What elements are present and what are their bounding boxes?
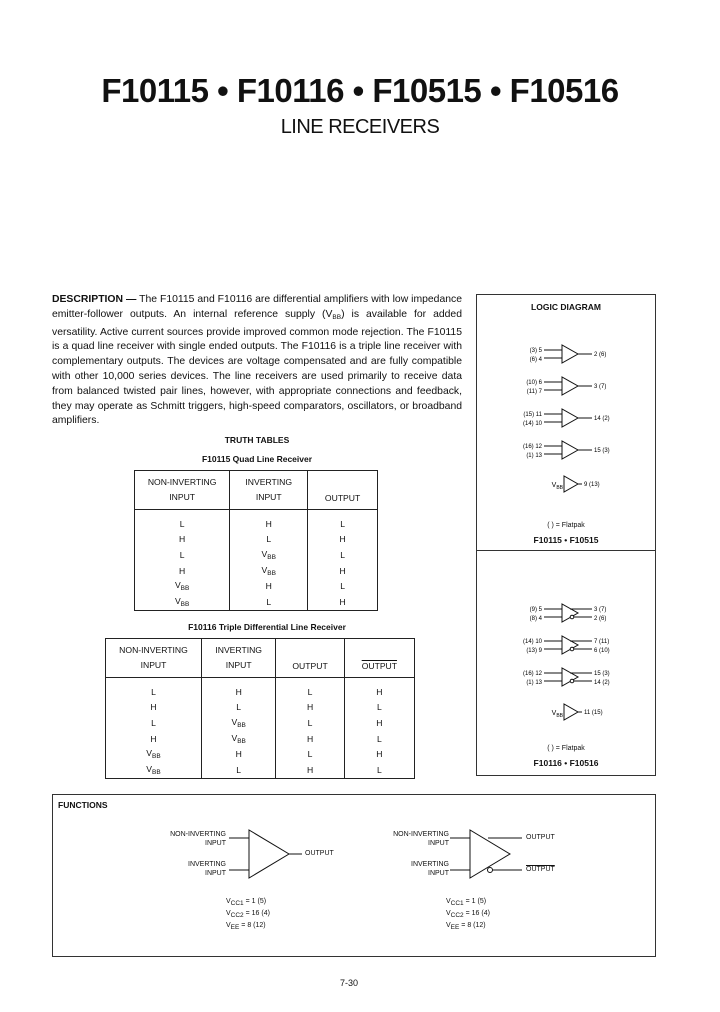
tt1-cell: L	[308, 547, 378, 563]
tt2-cell: H	[106, 731, 202, 747]
description-paragraph	[52, 293, 462, 429]
diff-receiver-triangle	[562, 636, 578, 654]
tt2-header-noninv: NON-INVERTING INPUT	[106, 639, 202, 678]
tt1-body	[135, 510, 378, 611]
supply-pin-line: VEE = 8 (12)	[226, 922, 266, 931]
supply-pin-line: VEE = 8 (12)	[446, 922, 486, 931]
tt1-cell: $V_{BB}$	[135, 578, 230, 594]
receiver-triangle	[562, 377, 578, 395]
tt1-header-noninv: NON-INVERTING INPUT	[135, 471, 230, 510]
receiver-out-pin: 2 (6)	[594, 352, 607, 358]
receiver-in-b-pin: (6) 4	[529, 357, 542, 363]
receiver-in-a-pin: (10) 6	[526, 380, 542, 386]
logic-upper-group	[523, 345, 610, 492]
truth-tables-heading: TRUTH TABLES	[224, 435, 290, 445]
truth-table-2	[105, 638, 415, 779]
tt1-cell: L	[308, 510, 378, 532]
lower-parts: F10116 • F10516	[533, 758, 599, 768]
receiver-in-a-pin: (15) 11	[523, 412, 542, 418]
right-amp-invert-bubble	[488, 868, 493, 873]
page-subtitle: LINE RECEIVERS	[280, 116, 440, 138]
right-output-label: OUTPUT	[526, 834, 555, 841]
diff-receiver-out-b-pin: 6 (10)	[594, 648, 610, 654]
tt1-cell: H	[308, 563, 378, 579]
tt2-row	[106, 762, 415, 778]
right-inv-label: INVERTING INPUT	[411, 861, 449, 877]
truth-table-1	[134, 470, 378, 611]
tt2-cell: $V_{BB}$	[201, 731, 275, 747]
tt2-header-output-bar: OUTPUT	[344, 639, 414, 678]
receiver-triangle	[562, 409, 578, 427]
supply-pin-line: VCC1 = 1 (5)	[226, 898, 267, 907]
tt2-cell: L	[106, 678, 202, 700]
tt1-cell: H	[230, 578, 308, 594]
tt2-row	[106, 678, 415, 700]
diff-receiver-out-a-pin: 7 (11)	[594, 639, 610, 645]
vbb-pin-label: 9 (13)	[584, 482, 600, 488]
tt2-row	[106, 746, 415, 762]
tt2-cell: L	[344, 762, 414, 778]
tt1-cell: $V_{BB}$	[230, 547, 308, 563]
receiver-triangle	[562, 441, 578, 459]
supply-pin-line: VCC1 = 1 (5)	[446, 898, 487, 907]
tt1-cell: H	[308, 532, 378, 548]
diff-receiver-bubble	[570, 647, 574, 651]
logic-lower-group	[523, 604, 610, 720]
description-text-2: ) is available for added versatility. Active current sources provide improved common mode rejection. The F10115 is a quad line receiver with single ended outputs. The F10116 is a triple line receiver with complementary outputs. The devices are voltage compensated and are fully compatible with other 10,000 series devices. The line receivers are used primarily to receive data from balanced twisted pair lines, however, with appropriate connections and feedback, they may operate as Schmitt triggers, high-speed comparators, oscillators, or broadband amplifiers.	[52, 308, 462, 427]
truth-table-1-title: F10115 Quad Line Receiver	[201, 454, 313, 464]
tt2-cell: H	[201, 746, 275, 762]
tt2-cell: L	[276, 715, 344, 731]
right-output-bar-label: OUTPUT	[526, 866, 555, 873]
diff-receiver-in-b-pin: (8) 4	[529, 616, 542, 622]
tt2-header-output: OUTPUT	[276, 639, 344, 678]
upper-flatpak-note: ( ) = Flatpak	[547, 522, 585, 529]
diff-receiver-out-b-pin: 14 (2)	[594, 680, 610, 686]
tt2-cell: $V_{BB}$	[201, 715, 275, 731]
tt2-cell: H	[276, 762, 344, 778]
tt2-cell: H	[344, 678, 414, 700]
tt1-cell: L	[135, 547, 230, 563]
receiver-in-a-pin: (3) 5	[529, 348, 542, 354]
tt1-row	[135, 510, 378, 532]
tt1-cell: $V_{BB}$	[230, 563, 308, 579]
supply-pin-line: VCC2 = 16 (4)	[446, 910, 490, 919]
diff-receiver-in-b-pin: (1) 13	[526, 680, 542, 686]
receiver-in-a-pin: (16) 12	[522, 444, 542, 450]
receiver-out-pin: 3 (7)	[594, 384, 607, 390]
receiver-in-b-pin: (11) 7	[526, 389, 542, 395]
lower-flatpak-note: ( ) = Flatpak	[547, 745, 585, 752]
diff-receiver-out-a-pin: 15 (3)	[594, 671, 610, 677]
tt1-cell: L	[135, 510, 230, 532]
diff-receiver-out-b-pin: 2 (6)	[594, 616, 607, 622]
tt2-cell: H	[344, 715, 414, 731]
tt2-cell: L	[201, 762, 275, 778]
tt1-cell: H	[230, 510, 308, 532]
description-label: DESCRIPTION —	[52, 294, 137, 305]
tt2-cell: H	[276, 700, 344, 716]
tt1-cell: H	[135, 563, 230, 579]
functions-svg	[52, 794, 656, 957]
diff-receiver-bubble	[570, 615, 574, 619]
tt2-cell: L	[344, 731, 414, 747]
receiver-in-b-pin: (1) 13	[526, 453, 542, 459]
tt1-cell: H	[308, 594, 378, 610]
supply-pin-line: VCC2 = 16 (4)	[226, 910, 270, 919]
tt2-cell: H	[106, 700, 202, 716]
vbb-pin-label: 11 (15)	[584, 710, 603, 716]
diff-receiver-in-a-pin: (9) 5	[529, 607, 542, 613]
tt1-row	[135, 547, 378, 563]
tt2-cell: L	[201, 700, 275, 716]
tt2-cell: H	[276, 731, 344, 747]
tt1-cell: L	[230, 594, 308, 610]
logic-diagram-title: LOGIC DIAGRAM	[531, 302, 601, 312]
tt2-cell: L	[344, 700, 414, 716]
page-number: 7-30	[340, 978, 359, 988]
diff-receiver-in-a-pin: (14) 10	[522, 639, 542, 645]
tt1-cell: L	[230, 532, 308, 548]
tt1-row	[135, 594, 378, 610]
left-output-label: OUTPUT	[305, 850, 334, 857]
tt2-cell: L	[276, 746, 344, 762]
left-amp-triangle	[249, 830, 289, 878]
vbb-triangle	[564, 704, 578, 720]
tt1-cell: L	[308, 578, 378, 594]
tt2-cell: H	[344, 746, 414, 762]
tt2-row	[106, 715, 415, 731]
tt1-header-inv: INVERTING INPUT	[230, 471, 308, 510]
diff-receiver-in-a-pin: (16) 12	[522, 671, 542, 677]
description-text-1: The F10115 and F10116 are differential amplifiers with low impedance emitter-follower outputs. An internal reference supply (V	[52, 294, 462, 320]
truth-table-2-title: F10116 Triple Differential Line Receiver	[188, 622, 346, 632]
receiver-out-pin: 15 (3)	[594, 448, 610, 454]
tt2-cell: $V_{BB}$	[106, 746, 202, 762]
tt1-cell: $V_{BB}$	[135, 594, 230, 610]
tt2-cell: $V_{BB}$	[106, 762, 202, 778]
tt1-row	[135, 578, 378, 594]
tt1-row	[135, 563, 378, 579]
description-vbb-sub: BB	[332, 313, 342, 321]
diff-receiver-triangle	[562, 668, 578, 686]
tt1-header-output: OUTPUT	[308, 471, 378, 510]
tt2-cell: H	[201, 678, 275, 700]
tt2-header-inv: INVERTING INPUT	[201, 639, 275, 678]
left-noninv-label: NON-INVERTING INPUT	[170, 831, 226, 847]
receiver-triangle	[562, 345, 578, 363]
diff-receiver-bubble	[570, 679, 574, 683]
vbb-label: $V_{BB}$	[551, 710, 563, 719]
tt2-row	[106, 731, 415, 747]
left-supply-pins	[226, 897, 270, 933]
diff-receiver-triangle	[562, 604, 578, 622]
tt2-cell: L	[106, 715, 202, 731]
receiver-out-pin: 14 (2)	[594, 416, 610, 422]
functions-title: FUNCTIONS	[58, 800, 108, 810]
diff-receiver-in-b-pin: (13) 9	[526, 648, 542, 654]
tt2-body	[106, 678, 415, 779]
upper-parts: F10115 • F10515	[533, 535, 599, 545]
tt2-cell: L	[276, 678, 344, 700]
right-noninv-label: NON-INVERTING INPUT	[393, 831, 449, 847]
left-inv-label: INVERTING INPUT	[188, 861, 226, 877]
diff-receiver-out-a-pin: 3 (7)	[594, 607, 607, 613]
tt2-row	[106, 700, 415, 716]
right-supply-pins	[446, 897, 490, 933]
page-title: F10115 • F10116 • F10515 • F10516	[101, 72, 619, 109]
vbb-triangle	[564, 476, 578, 492]
tt1-row	[135, 532, 378, 548]
vbb-label: $V_{BB}$	[551, 482, 563, 491]
tt1-cell: H	[135, 532, 230, 548]
receiver-in-b-pin: (14) 10	[522, 421, 542, 427]
